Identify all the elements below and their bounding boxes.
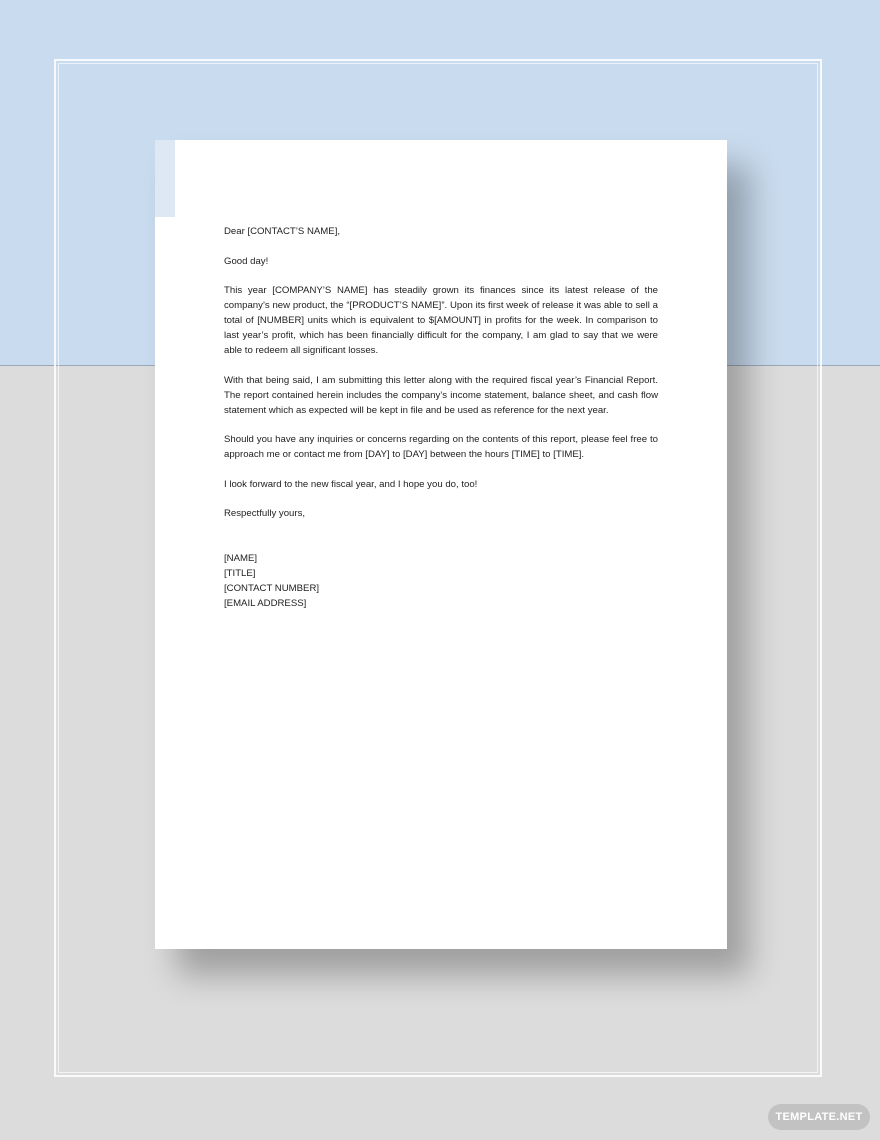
signature-name: [NAME] (224, 553, 258, 564)
signature-block (224, 551, 658, 611)
letter-body (224, 224, 658, 611)
signature-email: [EMAIL ADDRESS] (224, 598, 307, 609)
document-page (155, 140, 727, 949)
paragraph-closing-remark: I look forward to the new fiscal year, and I hope you do, too! (224, 478, 478, 490)
greeting: Good day! (224, 255, 269, 267)
watermark-badge: TEMPLATE.NET (768, 1104, 870, 1130)
paragraph-growth: This year [COMPANY’S NAME] has steadily grown its finances since its latest release of the company’s new product, the “[PRODUCT’S NAME]”. Upon its first week of release it was able to sell a total of [NUMBER] units which is equivalent to $[AMOUNT] in profits for the week. In comparison to last year’s profit, which has been financially difficult for the company, I am glad to say that we were able to redeem all significant losses. (224, 285, 658, 356)
paragraph-contact: Should you have any inquiries or concerns regarding on the contents of this report, please feel free to approach me or contact me from [DAY] to [DAY] between the hours [TIME] to [TIME]. (224, 434, 658, 460)
salutation: Dear [CONTACT’S NAME], (224, 226, 341, 237)
closing: Respectfully yours, (224, 508, 306, 519)
page-corner-tab (155, 140, 175, 217)
signature-title: [TITLE] (224, 568, 256, 579)
paragraph-report: With that being said, I am submitting this letter along with the required fiscal year’s Financial Report. The report contained herein includes the company’s income statement, balance sheet, and cash flow statement which as expected will be kept in file and be used as reference for the next year. (224, 374, 658, 416)
signature-contact-number: [CONTACT NUMBER] (224, 583, 320, 594)
